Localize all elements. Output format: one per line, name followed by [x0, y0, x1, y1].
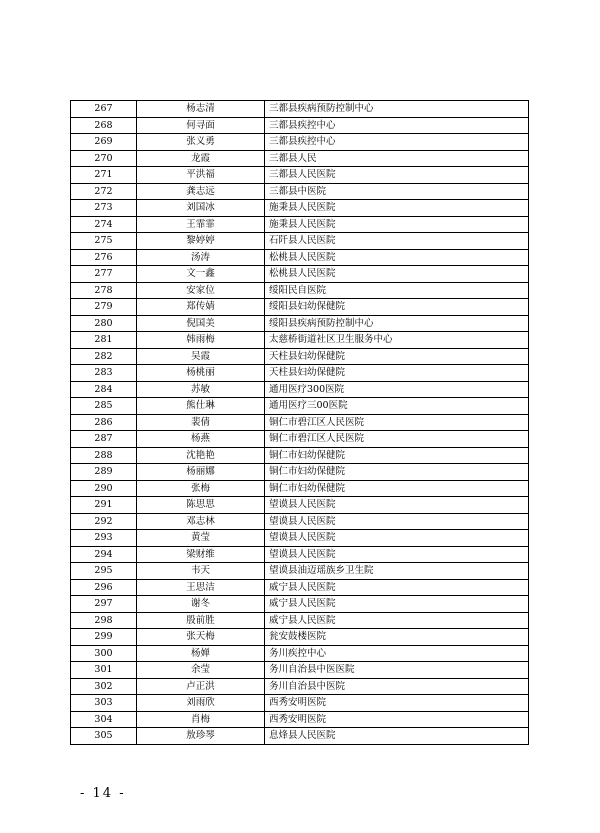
person-name-cell: 张梅 [137, 480, 265, 497]
table-row [71, 414, 529, 431]
table-row [71, 365, 529, 382]
table-row [71, 497, 529, 514]
row-number-cell: 303 [71, 695, 137, 712]
person-name-cell: 苏敏 [137, 381, 265, 398]
table-row [71, 629, 529, 646]
work-unit-cell: 施秉县人民医院 [265, 200, 529, 217]
table-row [71, 134, 529, 151]
work-unit-cell: 太慈桥街道社区卫生服务中心 [265, 332, 529, 349]
table-row [71, 612, 529, 629]
table-row [71, 645, 529, 662]
row-number-cell: 287 [71, 431, 137, 448]
person-name-cell: 邓志林 [137, 513, 265, 530]
row-number-cell: 278 [71, 282, 137, 299]
person-name-cell: 杨丽娜 [137, 464, 265, 481]
work-unit-cell: 务川自治县中医院 [265, 678, 529, 695]
person-name-cell: 肖梅 [137, 711, 265, 728]
person-name-cell: 谢冬 [137, 596, 265, 613]
table-row [71, 513, 529, 530]
row-number-cell: 267 [71, 101, 137, 118]
table-row [71, 728, 529, 745]
work-unit-cell: 三都县人民医院 [265, 167, 529, 184]
row-number-cell: 296 [71, 579, 137, 596]
person-name-cell: 梁财维 [137, 546, 265, 563]
work-unit-cell: 瓮安鼓楼医院 [265, 629, 529, 646]
work-unit-cell: 铜仁市妇幼保健院 [265, 480, 529, 497]
work-unit-cell: 三都县人民 [265, 150, 529, 167]
person-name-cell: 王霏霏 [137, 216, 265, 233]
table-row [71, 530, 529, 547]
work-unit-cell: 西秀安明医院 [265, 711, 529, 728]
work-unit-cell: 三都县疾控中心 [265, 134, 529, 151]
row-number-cell: 295 [71, 563, 137, 580]
work-unit-cell: 铜仁市碧江区人民医院 [265, 431, 529, 448]
table-row [71, 117, 529, 134]
row-number-cell: 279 [71, 299, 137, 316]
row-number-cell: 280 [71, 315, 137, 332]
table-row [71, 233, 529, 250]
table-row [71, 678, 529, 695]
row-number-cell: 304 [71, 711, 137, 728]
work-unit-cell: 息烽县人民医院 [265, 728, 529, 745]
person-name-cell: 龙霞 [137, 150, 265, 167]
person-name-cell: 平洪福 [137, 167, 265, 184]
person-name-cell: 王思洁 [137, 579, 265, 596]
person-name-cell: 刘雨欣 [137, 695, 265, 712]
row-number-cell: 270 [71, 150, 137, 167]
person-name-cell: 刘国冰 [137, 200, 265, 217]
row-number-cell: 268 [71, 117, 137, 134]
person-name-cell: 杨志清 [137, 101, 265, 118]
row-number-cell: 274 [71, 216, 137, 233]
row-number-cell: 291 [71, 497, 137, 514]
person-name-cell: 殷前胜 [137, 612, 265, 629]
table-row [71, 200, 529, 217]
row-number-cell: 297 [71, 596, 137, 613]
table-row [71, 249, 529, 266]
row-number-cell: 289 [71, 464, 137, 481]
row-number-cell: 286 [71, 414, 137, 431]
work-unit-cell: 务川自治县中医医院 [265, 662, 529, 679]
row-number-cell: 298 [71, 612, 137, 629]
row-number-cell: 276 [71, 249, 137, 266]
table-row [71, 332, 529, 349]
work-unit-cell: 铜仁市妇幼保健院 [265, 447, 529, 464]
row-number-cell: 300 [71, 645, 137, 662]
row-number-cell: 288 [71, 447, 137, 464]
person-name-cell: 韩雨梅 [137, 332, 265, 349]
person-name-cell: 倪国美 [137, 315, 265, 332]
row-number-cell: 290 [71, 480, 137, 497]
row-number-cell: 294 [71, 546, 137, 563]
work-unit-cell: 石阡县人民医院 [265, 233, 529, 250]
work-unit-cell: 威宁县人民医院 [265, 579, 529, 596]
work-unit-cell: 望谟县人民医院 [265, 530, 529, 547]
person-name-cell: 韦天 [137, 563, 265, 580]
person-name-cell: 黎婷婷 [137, 233, 265, 250]
work-unit-cell: 绥阳民自医院 [265, 282, 529, 299]
table-row [71, 216, 529, 233]
table-row [71, 546, 529, 563]
work-unit-cell: 松桃县人民医院 [265, 266, 529, 283]
table-row [71, 695, 529, 712]
person-name-cell: 汤涛 [137, 249, 265, 266]
person-name-cell: 卢正洪 [137, 678, 265, 695]
work-unit-cell: 望谟县人民医院 [265, 497, 529, 514]
table-row [71, 101, 529, 118]
work-unit-cell: 铜仁市碧江区人民医院 [265, 414, 529, 431]
row-number-cell: 282 [71, 348, 137, 365]
work-unit-cell: 施秉县人民医院 [265, 216, 529, 233]
person-name-cell: 杨桃丽 [137, 365, 265, 382]
work-unit-cell: 务川疾控中心 [265, 645, 529, 662]
work-unit-cell: 望谟县人民医院 [265, 546, 529, 563]
row-number-cell: 281 [71, 332, 137, 349]
work-unit-cell: 天柱县妇幼保健院 [265, 348, 529, 365]
table-row [71, 480, 529, 497]
work-unit-cell: 威宁县人民医院 [265, 612, 529, 629]
person-name-cell: 敖珍琴 [137, 728, 265, 745]
row-number-cell: 275 [71, 233, 137, 250]
work-unit-cell: 望谟县油迈瑶族乡卫生院 [265, 563, 529, 580]
table-row [71, 381, 529, 398]
row-number-cell: 271 [71, 167, 137, 184]
row-number-cell: 305 [71, 728, 137, 745]
person-name-cell: 郑传婧 [137, 299, 265, 316]
table-row [71, 282, 529, 299]
person-name-cell: 杨婵 [137, 645, 265, 662]
table-row [71, 183, 529, 200]
person-name-cell: 沈艳艳 [137, 447, 265, 464]
table-row [71, 398, 529, 415]
table-row [71, 167, 529, 184]
work-unit-cell: 绥阳县疾病预防控制中心 [265, 315, 529, 332]
table-row [71, 662, 529, 679]
work-unit-cell: 威宁县人民医院 [265, 596, 529, 613]
table-row [71, 348, 529, 365]
work-unit-cell: 铜仁市妇幼保健院 [265, 464, 529, 481]
row-number-cell: 293 [71, 530, 137, 547]
row-number-cell: 273 [71, 200, 137, 217]
table-row [71, 711, 529, 728]
row-number-cell: 299 [71, 629, 137, 646]
table-row [71, 299, 529, 316]
roster-table-body [71, 101, 529, 745]
person-name-cell: 张义勇 [137, 134, 265, 151]
person-name-cell: 黄莹 [137, 530, 265, 547]
work-unit-cell: 西秀安明医院 [265, 695, 529, 712]
table-row [71, 579, 529, 596]
person-name-cell: 熊仕琳 [137, 398, 265, 415]
work-unit-cell: 望谟县人民医院 [265, 513, 529, 530]
row-number-cell: 285 [71, 398, 137, 415]
work-unit-cell: 松桃县人民医院 [265, 249, 529, 266]
person-name-cell: 吴霞 [137, 348, 265, 365]
work-unit-cell: 绥阳县妇幼保健院 [265, 299, 529, 316]
table-row [71, 447, 529, 464]
person-name-cell: 杨燕 [137, 431, 265, 448]
person-name-cell: 陈思思 [137, 497, 265, 514]
work-unit-cell: 三都县疾控中心 [265, 117, 529, 134]
table-row [71, 596, 529, 613]
work-unit-cell: 三都县中医院 [265, 183, 529, 200]
row-number-cell: 292 [71, 513, 137, 530]
person-name-cell: 裴倩 [137, 414, 265, 431]
row-number-cell: 283 [71, 365, 137, 382]
table-row [71, 464, 529, 481]
person-name-cell: 龚志远 [137, 183, 265, 200]
person-name-cell: 余莹 [137, 662, 265, 679]
row-number-cell: 269 [71, 134, 137, 151]
row-number-cell: 272 [71, 183, 137, 200]
work-unit-cell: 通用医疗300医院 [265, 381, 529, 398]
person-name-cell: 安家位 [137, 282, 265, 299]
person-name-cell: 张天梅 [137, 629, 265, 646]
table-row [71, 563, 529, 580]
row-number-cell: 302 [71, 678, 137, 695]
roster-table [70, 100, 529, 745]
row-number-cell: 284 [71, 381, 137, 398]
person-name-cell: 何寻面 [137, 117, 265, 134]
table-row [71, 266, 529, 283]
table-row [71, 431, 529, 448]
work-unit-cell: 三都县疾病预防控制中心 [265, 101, 529, 118]
person-name-cell: 文一鑫 [137, 266, 265, 283]
table-row [71, 315, 529, 332]
page-number: - 14 - [80, 786, 126, 801]
row-number-cell: 301 [71, 662, 137, 679]
table-row [71, 150, 529, 167]
row-number-cell: 277 [71, 266, 137, 283]
work-unit-cell: 天柱县妇幼保健院 [265, 365, 529, 382]
work-unit-cell: 通用医疗三00医院 [265, 398, 529, 415]
